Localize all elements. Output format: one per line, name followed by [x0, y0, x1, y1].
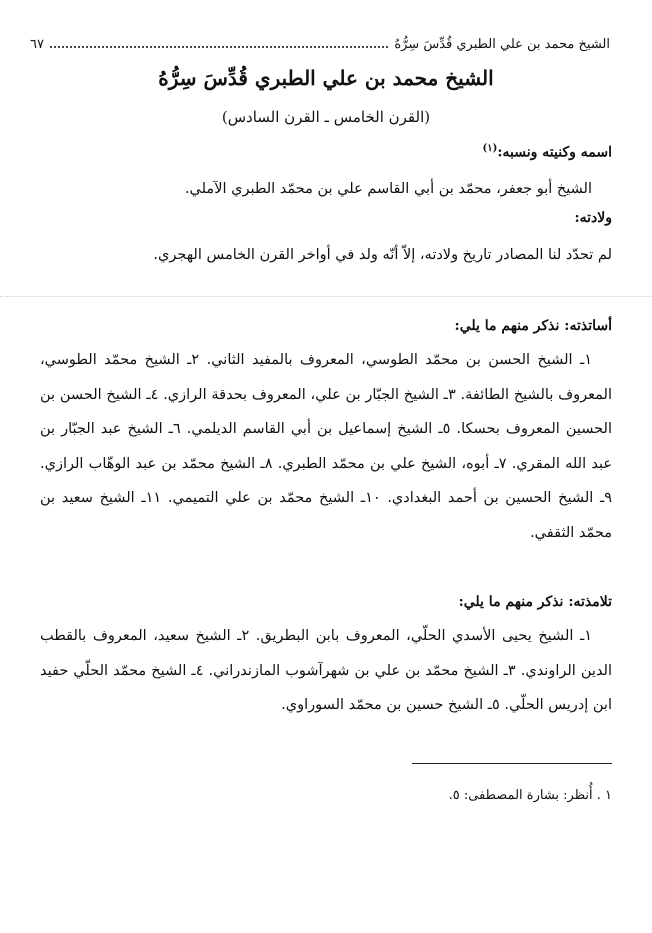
- birth-heading: ولادته:: [574, 210, 612, 226]
- students-paragraph: ١ـ الشيخ يحيى الأسدي الحلّي، المعروف بابن البطريق. ٢ـ الشيخ سعيد، المعروف بالقطب الدين الراوندي. ٣ـ الشيخ محمّد بن علي بن شهرآشوب المازندراني. ٤ـ الشيخ محمّد الحلّي حفيد ابن إدريس الحلّي. ٥ـ الشيخ حسين بن محمّد السوراوي.: [40, 628, 613, 713]
- name-heading: [483, 143, 612, 161]
- running-title: الشيخ محمد بن علي الطبري قُدِّسَ سِرُّهُ: [394, 36, 610, 52]
- page-subtitle: (القرن الخامس ـ القرن السادس): [221, 108, 431, 126]
- footnote-rule: [412, 763, 612, 764]
- footnote: ١ . أُنظر: بشارة المصطفى: ٥.: [448, 788, 612, 803]
- page-header: [30, 34, 610, 54]
- name-heading-text: اسمه وكنيته ونسبه:: [497, 144, 612, 161]
- name-paragraph: الشيخ أبو جعفر، محمّد بن أبي القاسم علي بن محمّد الطبري الآملي.: [184, 181, 592, 197]
- header-dot-leader: [50, 46, 388, 48]
- students-heading: تلامذته: نذكر منهم ما يلي:: [458, 594, 612, 610]
- footnote-marker: (١): [482, 143, 498, 154]
- page-number: ٦٧: [30, 36, 44, 52]
- scan-artifact-line: [0, 296, 652, 297]
- teachers-paragraph: ١ـ الشيخ الحسن بن محمّد الطوسي، المعروف بالمفيد الثاني. ٢ـ الشيخ محمّد الطوسي، المعروف بالشيخ الطائفة. ٣ـ الشيخ الجبّار بن علي، المعروف بحدقة الرازي. ٤ـ الشيخ الحسن بن الحسين المعروف بحسكا. ٥ـ الشيخ إسماعيل بن أبي القاسم الديلمي. ٦ـ الشيخ عبد الجبّار بن عبد الله المقري. ٧ـ أبوه، الشيخ علي بن محمّد الطبري. ٨ـ الشيخ محمّد بن عبد الوهّاب الرازي. ٩ـ الشيخ الحسين بن أحمد البغدادي. ١٠ـ الشيخ محمّد بن علي التميمي. ١١ـ الشيخ سعيد بن محمّد الثقفي.: [40, 352, 613, 541]
- page-title: الشيخ محمد بن علي الطبري قُدِّسَ سِرُّهُ: [158, 66, 494, 90]
- birth-paragraph: لم تحدّد لنا المصادر تاريخ ولادته، إلاّ أنّه ولد في أواخر القرن الخامس الهجري.: [153, 247, 612, 263]
- teachers-heading: أساتذته: نذكر منهم ما يلي:: [454, 318, 612, 334]
